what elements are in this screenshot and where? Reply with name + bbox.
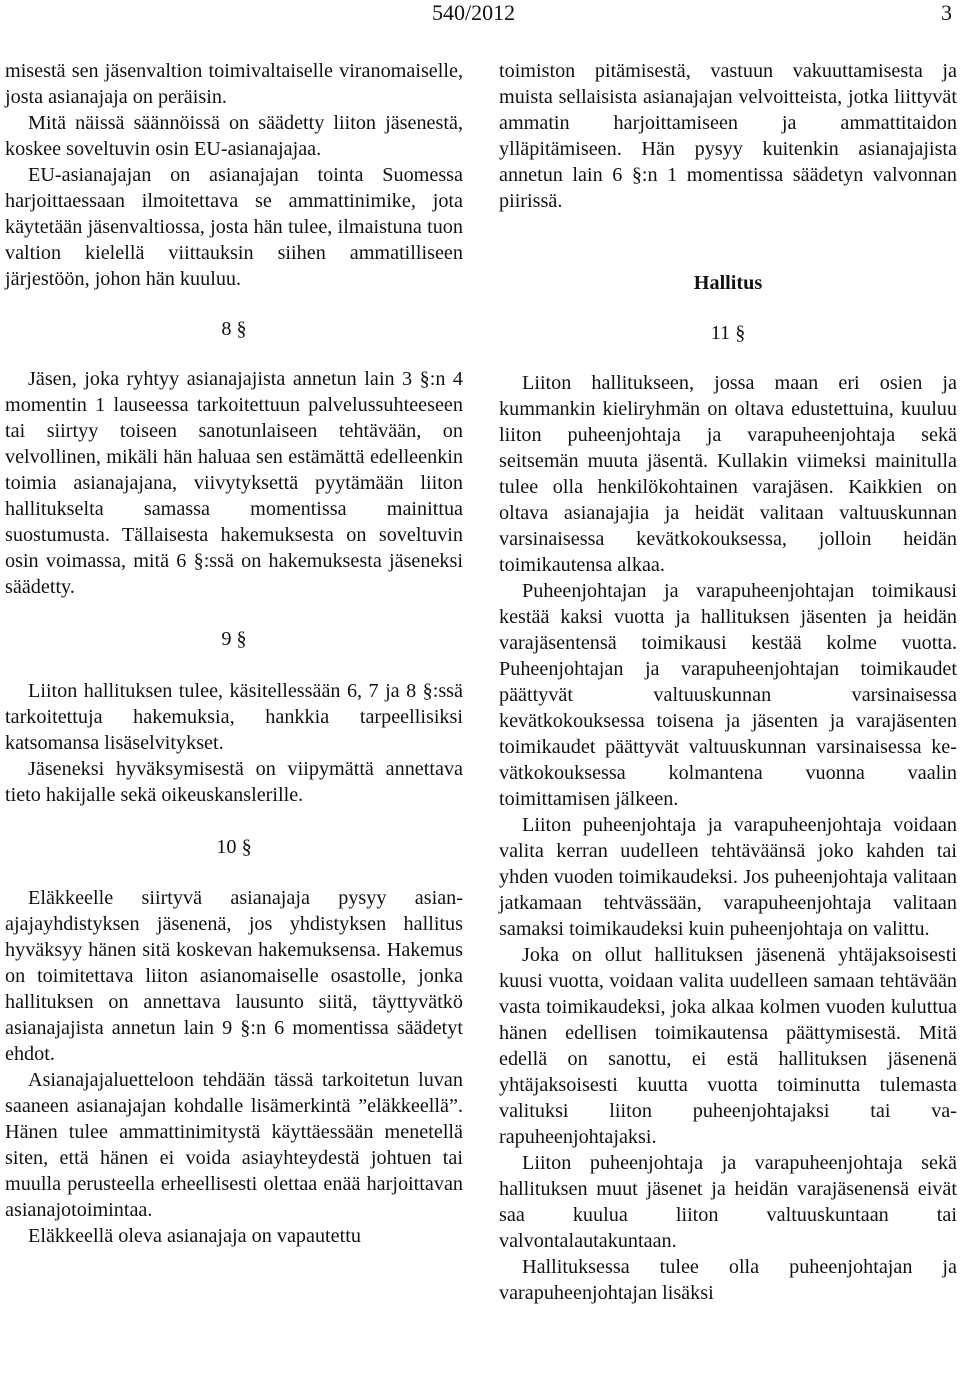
paragraph: Jäseneksi hyväksymisestä on viipymättä annettava tieto hakijalle sekä oikeuskanslerille. [5,758,463,806]
section-heading-10: 10 § [216,836,252,858]
paragraph: EU-asianajajan on asianajajan tointa Suomessa harjoittaessaan ilmoitettava se ammattinimike, jota käytetään jäsenvaltiossa, josta hän tulee, ilmaistuna tuon valtion kielellä viittauksin siihen ammatilliseen järjestöön, johon hän kuuluu. [5,164,463,290]
paragraph: Mitä näissä säännöissä on säädetty liiton jäsenestä, koskee soveltuvin osin EU-asianajajaa. [5,112,463,160]
right-column [499,58,957,1306]
paragraph: Puheenjohtajan ja varapuheenjohtajan toimikausi kestää kaksi vuotta ja hallituksen jäsenten ja heidän varajäsentensä toimikausi kestää kolme vuotta. Puheenjohtajan ja varapuheenjohtajan toimikaudet päättyvät valtuuskunnan varsinaisessa kevätkokouksessa toisena ja jäsenten ja varajäsenten toimikaudet päättyvät valtuuskunnan varsinaisessa kevätkokouksessa kolmantena vuonna vaalin toimittamisen jälkeen. [499,580,957,810]
paragraph: Asianajajaluetteloon tehdään tässä tarkoitetun luvan saaneen asianajajan kohdalle lisämerkintä ”eläkkeellä”. Hänen tulee ammattinimitystä käyttäessään menetellä siten, että hänen ei voida asiayhteydestä johtuen tai muulla perusteella erheellisesti olettaa enää harjoittavan asianajotoimintaa. [5,1069,463,1221]
paragraph: Liiton hallituksen tulee, käsitellessään 6, 7 ja 8 §:ssä tarkoitettuja hakemuksia, hankkia tarpeellisiksi katsomansa lisäselvitykset. [5,680,463,754]
paragraph: Hallituksessa tulee olla puheenjohtajan ja varapuheenjohtajan lisäksi [499,1256,957,1304]
paragraph: misestä sen jäsenvaltion toimivaltaiselle viranomaiselle, josta asianajaja on peräisin. [5,60,463,108]
page-header [0,0,960,30]
paragraph: Liiton puheenjohtaja ja varapuheenjohtaja voidaan valita kerran uudelleen tehtäväänsä joko kahden tai yhden vuoden toimikaudeksi. Jos puheenjohtaja valitaan jatkamaan tehtvässään, varapuheenjohtaja valitaan samaksi toimikaudeksi kuin puheenjohtaja on valittu. [499,814,957,940]
paragraph: Eläkkeelle siirtyvä asianajaja pysyy asianajajayhdistyksen jäsenenä, jos yhdistyksen hallitus hyväksyy hänen sitä koskevan hakemuksensa. Hakemus on toimitettava liiton asianomaiselle osastolle, jonka hallituksen on annettava lausunto siitä, täyttyvätkö asianajajista annetun lain 9 §:n 6 momentissa säädetyt ehdot. [5,887,463,1065]
paragraph: Eläkkeellä oleva asianajaja on vapautettu [28,1225,361,1247]
chapter-heading: Hallitus [693,272,763,294]
page-number: 3 [941,0,952,25]
section-heading-11: 11 § [710,322,746,344]
section-heading-9: 9 § [221,628,247,650]
left-column [5,58,463,1249]
paragraph: Liiton puheenjohtaja ja varapuheenjohtaja sekä hallituksen muut jäsenet ja heidän varajäsenensä eivät saa kuulua liiton valtuuskuntaan tai valvontalautakuntaan. [499,1152,957,1252]
paragraph: toimiston pitämisestä, vastuun vakuuttamisesta ja muista sellaisista asianajajan velvoitteista, jotka liittyvät ammatin harjoittamiseen ja ammattitaidon ylläpitämiseen. Hän pysyy kuitenkin asianajajista annetun lain 6 §:n 1 momentissa säädetyn valvonnan piirissä. [499,60,957,212]
document-number: 540/2012 [432,0,516,25]
section-heading-8: 8 § [221,318,247,340]
paragraph: Joka on ollut hallituksen jäsenenä yhtäjaksoisesti kuusi vuotta, voidaan valita uudelleen samaan tehtävään vasta toimikaudeksi, joka alkaa kolmen vuoden kuluttua hänen edellisen toimikautensa päättymisestä. Mitä edellä on sanottu, ei estä hallituksen jäsenenä yhtäjaksoisesti kuutta vuotta toiminutta tulemasta valituksi liiton puheenjohtajaksi tai varapuheenjohtajaksi. [499,944,957,1148]
paragraph: Jäsen, joka ryhtyy asianajajista annetun lain 3 §:n 4 momentin 1 lauseessa tarkoitettuun palvelussuhteeseen tai siirtyy toiseen sanotunlaiseen tehtävään, on velvollinen, mikäli hän haluaa sen estämättä edelleenkin toimia asianajajana, viivytyksettä pyytämään liiton hallitukselta samassa momentissa mainittua suostumusta. Tällaisesta hakemuksesta on soveltuvin osin voimassa, mitä 6 §:ssä on hakemuksesta jäseneksi säädetty. [5,368,463,598]
paragraph: Liiton hallitukseen, jossa maan eri osien ja kummankin kieliryhmän on oltava edustettuina, kuuluu liiton puheenjohtaja ja varapuheenjohtaja sekä seitsemän muuta jäsentä. Kullakin viimeksi mainitulla tulee olla henkilökohtainen varajäsen. Kaikkien on oltava asianajajia ja heidät valitaan valtuuskunnan varsinaisessa kevätkokouksessa, jolloin heidän toimikautensa alkaa. [499,372,957,576]
